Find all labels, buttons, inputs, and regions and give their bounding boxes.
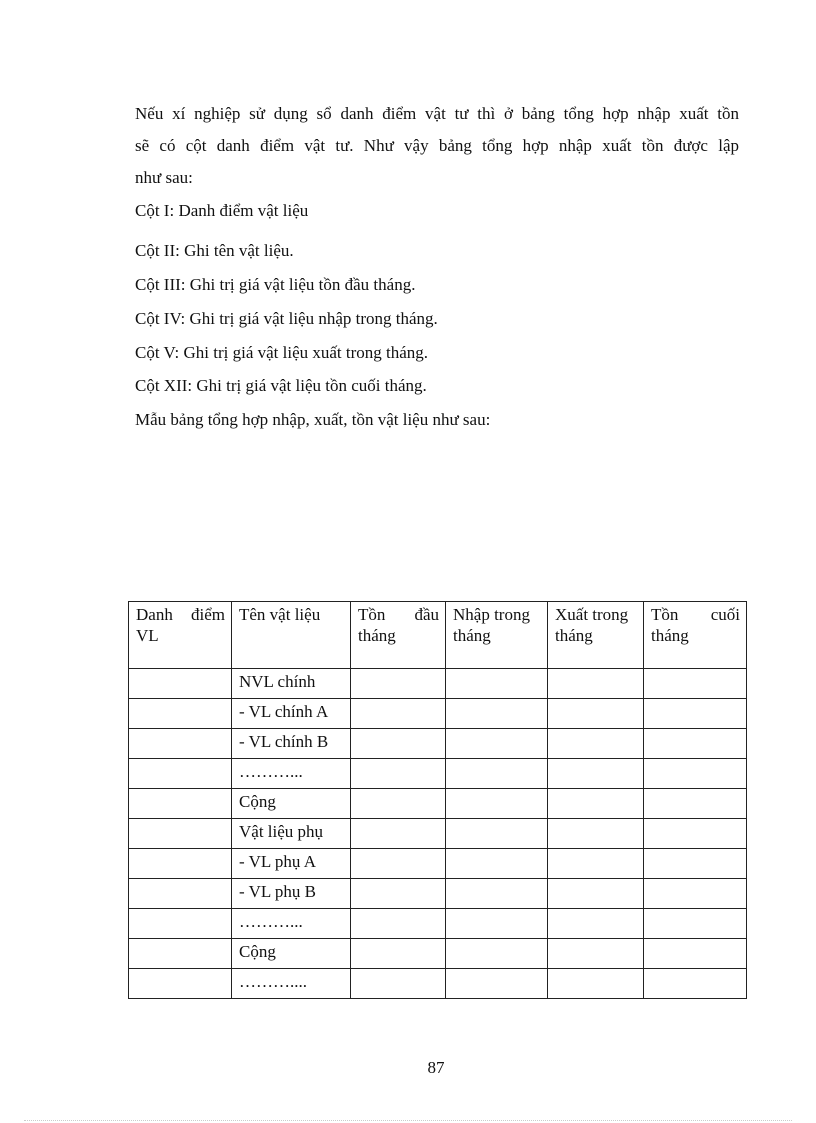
column-2-description: Cột II: Ghi tên vật liệu. bbox=[135, 241, 294, 260]
column-4-description: Cột IV: Ghi trị giá vật liệu nhập trong tháng. bbox=[135, 309, 438, 328]
cell-code bbox=[129, 849, 232, 879]
cell-code bbox=[129, 729, 232, 759]
cell-material-name: Cộng bbox=[232, 939, 351, 969]
header-item-code: Danh điểm VL bbox=[129, 602, 232, 669]
table-row bbox=[129, 939, 747, 969]
header-material-name: Tên vật liệu bbox=[232, 602, 351, 669]
cell-code bbox=[129, 699, 232, 729]
table-row bbox=[129, 729, 747, 759]
cell-material-name: ………... bbox=[232, 909, 351, 939]
cell-material-name: - VL chính A bbox=[232, 699, 351, 729]
header-received: Nhập trong tháng bbox=[446, 602, 548, 669]
table-row bbox=[129, 969, 747, 999]
table-row bbox=[129, 849, 747, 879]
table-header-row bbox=[129, 602, 747, 669]
header-closing-stock: Tồn cuối tháng bbox=[644, 602, 747, 669]
intro-line-2: sẽ có cột danh điểm vật tư. Như vậy bảng tổng hợp nhập xuất tồn được lập bbox=[135, 136, 739, 155]
header-opening-stock: Tồn đầu tháng bbox=[351, 602, 446, 669]
inventory-summary-table bbox=[128, 601, 747, 999]
intro-line-1: Nếu xí nghiệp sử dụng sổ danh điểm vật tư thì ở bảng tổng hợp nhập xuất tồn bbox=[135, 104, 739, 123]
cell-material-name: ……….... bbox=[232, 969, 351, 999]
table-intro-text: Mẫu bảng tổng hợp nhập, xuất, tồn vật liệu như sau: bbox=[135, 410, 491, 429]
cell-code bbox=[129, 789, 232, 819]
cell-code bbox=[129, 909, 232, 939]
column-1-description: Cột I: Danh điểm vật liệu bbox=[135, 201, 309, 220]
column-5-description: Cột V: Ghi trị giá vật liệu xuất trong tháng. bbox=[135, 343, 429, 362]
table-row bbox=[129, 669, 747, 699]
cell-material-name: Vật liệu phụ bbox=[232, 819, 351, 849]
page-bottom-divider bbox=[24, 1120, 792, 1121]
table-row bbox=[129, 789, 747, 819]
intro-line-3: như sau: bbox=[135, 168, 193, 187]
table-row bbox=[129, 759, 747, 789]
header-issued: Xuất trong tháng bbox=[548, 602, 644, 669]
table-row bbox=[129, 909, 747, 939]
cell-code bbox=[129, 669, 232, 699]
cell-code bbox=[129, 879, 232, 909]
page-number: 87 bbox=[427, 1058, 445, 1077]
intro-paragraph bbox=[135, 98, 739, 194]
cell-code bbox=[129, 969, 232, 999]
cell-material-name: - VL phụ B bbox=[232, 879, 351, 909]
column-12-description: Cột XII: Ghi trị giá vật liệu tồn cuối tháng. bbox=[135, 376, 427, 395]
column-3-description: Cột III: Ghi trị giá vật liệu tồn đầu tháng. bbox=[135, 275, 416, 294]
table-row bbox=[129, 819, 747, 849]
cell-code bbox=[129, 819, 232, 849]
cell-material-name: NVL chính bbox=[232, 669, 351, 699]
cell-code bbox=[129, 759, 232, 789]
table-row bbox=[129, 699, 747, 729]
cell-material-name: ………... bbox=[232, 759, 351, 789]
table-row bbox=[129, 879, 747, 909]
cell-material-name: - VL phụ A bbox=[232, 849, 351, 879]
cell-material-name: Cộng bbox=[232, 789, 351, 819]
cell-code bbox=[129, 939, 232, 969]
cell-material-name: - VL chính B bbox=[232, 729, 351, 759]
